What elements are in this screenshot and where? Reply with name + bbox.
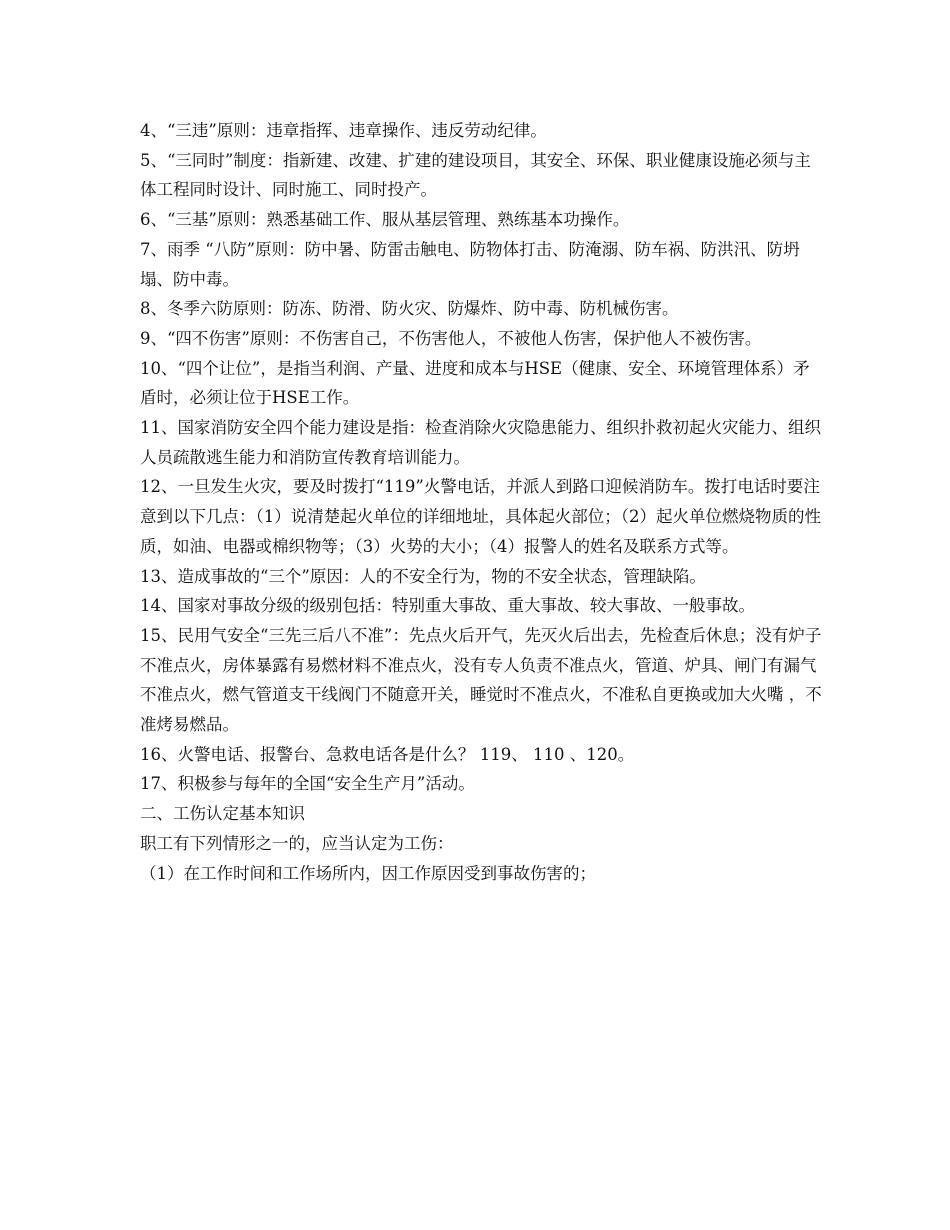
paragraph-item-14: 14、国家对事故分级的级别包括：特别重大事故、重大事故、较大事故、一般事故。 xyxy=(140,596,755,616)
paragraph-item-10: 10、“四个让位”，是指当利润、产量、进度和成本与HSE（健康、安全、环境管理体系）矛盾时，必须让位于HSE工作。 xyxy=(140,358,810,408)
paragraph-item-7: 7、雨季 “八防”原则：防中暑、防雷击触电、防物体打击、防淹溺、防车祸、防洪汛、防坍塌、防中毒。 xyxy=(140,239,800,289)
list-item-1: （1）在工作时间和工作场所内，因工作原因受到事故伤害的； xyxy=(140,863,596,883)
paragraph-item-16: 16、火警电话、报警台、急救电话各是什么？ 119、 110 、120。 xyxy=(140,744,635,764)
paragraph-item-11: 11、国家消防安全四个能力建设是指：检查消除火灾隐患能力、组织扑救初起火灾能力、组织人员疏散逃生能力和消防宣传教育培训能力。 xyxy=(140,418,821,467)
paragraph-item-6: 6、“三基”原则：熟悉基础工作、服从基层管理、熟练基本功操作。 xyxy=(140,210,630,230)
paragraph-item-4: 4、“三违”原则：违章指挥、违章操作、违反劳动纪律。 xyxy=(140,121,547,140)
paragraph-item-13: 13、造成事故的“三个”原因：人的不安全行为，物的不安全状态，管理缺陷。 xyxy=(140,566,706,586)
document-body xyxy=(140,116,825,888)
section-intro: 职工有下列情形之一的，应当认定为工伤： xyxy=(140,833,454,853)
paragraph-item-17: 17、积极参与每年的全国“安全生产月”活动。 xyxy=(140,774,475,794)
paragraph-item-8: 8、冬季六防原则：防冻、防滑、防火灾、防爆炸、防中毒、防机械伤害。 xyxy=(140,299,679,319)
section-heading: 二、工伤认定基本知识 xyxy=(140,804,305,824)
paragraph-item-5: 5、“三同时”制度：指新建、改建、扩建的建设项目，其安全、环保、职业健康设施必须与主体工程同时设计、同时施工、同时投产。 xyxy=(140,150,811,200)
paragraph-item-15: 15、民用气安全“三先三后八不准”：先点火后开气，先灭火后出去，先检查后休息；没有炉子不准点火，房体暴露有易燃材料不准点火，没有专人负责不准点火，管道、炉具、闸门有漏气不准点火，燃气管道支干线阀门不随意开关，睡觉时不准点火，不准私自更换或加大火嘴 ，不准烤易燃品。 xyxy=(140,625,822,735)
paragraph-item-9: 9、“四不伤害”原则：不伤害自己，不伤害他人，不被他人伤害，保护他人不被伤害。 xyxy=(140,328,762,348)
paragraph-item-12: 12、一旦发生火灾，要及时拨打“119”火警电话，并派人到路口迎候消防车。拨打电话时要注意到以下几点：（1）说清楚起火单位的详细地址，具体起火部位；（2）起火单位燃烧物质的性质，如油、电器或棉织物等；（3）火势的大小；（4）报警人的姓名及联系方式等。 xyxy=(140,477,821,556)
